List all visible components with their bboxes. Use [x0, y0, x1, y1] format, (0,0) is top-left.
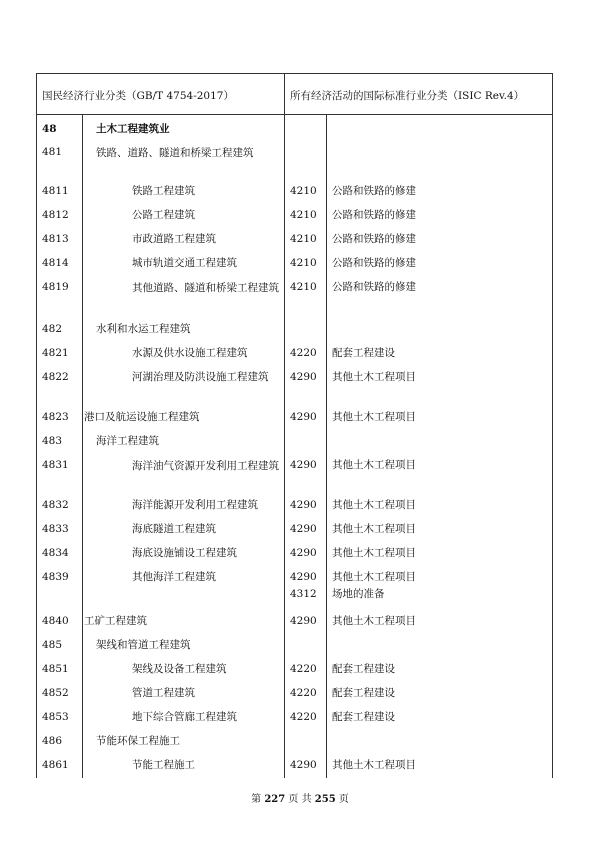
row-code: 4834 [42, 547, 69, 559]
row-isic-code: 4290 [290, 411, 317, 423]
row-name: 海底设施铺设工程建筑 [132, 547, 237, 559]
row-name: 市政道路工程建筑 [132, 233, 216, 245]
row-isic-code: 4220 [290, 711, 317, 723]
row-code: 4853 [42, 711, 69, 723]
row-name: 工矿工程建筑 [84, 615, 147, 627]
row-name: 其他海洋工程建筑 [132, 571, 216, 583]
row-isic-code: 4290 [290, 499, 317, 511]
row-isic-name: 其他土木工程项目 [332, 523, 416, 535]
row-name: 土木工程建筑业 [96, 123, 170, 135]
row-isic-code: 4312 [290, 588, 317, 600]
footer-prefix: 第 [251, 794, 262, 805]
row-isic-name: 公路和铁路的修建 [332, 233, 416, 245]
row-isic-name: 公路和铁路的修建 [332, 281, 416, 293]
row-isic-code: 4210 [290, 185, 317, 197]
row-code: 4831 [42, 459, 69, 471]
row-isic-code: 4290 [290, 571, 317, 583]
row-name: 水源及供水设施工程建筑 [132, 347, 248, 359]
row-code: 4819 [42, 281, 69, 293]
row-name: 海洋油气资源开发利用工程建筑 [132, 460, 279, 472]
row-isic-name: 配套工程建设 [332, 663, 395, 675]
table-left-border [36, 73, 37, 778]
row-isic-code: 4210 [290, 209, 317, 221]
table-top-border [36, 73, 552, 74]
row-code: 482 [42, 323, 63, 335]
row-isic-code: 4290 [290, 459, 317, 471]
row-isic-name: 其他土木工程项目 [332, 571, 416, 583]
footer-mid: 页 共 [288, 794, 312, 805]
table-right-border [552, 73, 553, 778]
row-isic-name: 公路和铁路的修建 [332, 257, 416, 269]
row-isic-code: 4210 [290, 281, 317, 293]
row-isic-code: 4220 [290, 663, 317, 675]
row-code: 4832 [42, 499, 69, 511]
column-divider-code-left [82, 114, 83, 778]
row-name: 架线和管道工程建筑 [96, 639, 191, 651]
row-isic-code: 4220 [290, 687, 317, 699]
row-code: 48 [42, 123, 57, 135]
row-isic-name: 其他土木工程项目 [332, 615, 416, 627]
row-isic-name: 其他土木工程项目 [332, 759, 416, 771]
row-code: 486 [42, 735, 63, 747]
row-code: 485 [42, 639, 63, 651]
row-code: 4813 [42, 233, 69, 245]
row-isic-code: 4210 [290, 233, 317, 245]
row-isic-name: 其他土木工程项目 [332, 547, 416, 559]
footer-suffix: 页 [338, 794, 349, 805]
page-footer [0, 790, 600, 805]
row-code: 4840 [42, 615, 69, 627]
column-divider-main [284, 73, 285, 778]
row-code: 483 [42, 435, 63, 447]
row-isic-name: 配套工程建设 [332, 687, 395, 699]
row-name: 架线及设备工程建筑 [132, 663, 227, 675]
row-isic-code: 4290 [290, 523, 317, 535]
row-name: 节能环保工程施工 [96, 735, 180, 747]
row-code: 4812 [42, 209, 69, 221]
header-right-title: 所有经济活动的国际标准行业分类（ISIC Rev.4） [290, 90, 525, 102]
row-isic-name: 场地的准备 [332, 588, 385, 600]
row-isic-name: 配套工程建设 [332, 711, 395, 723]
row-name: 海洋工程建筑 [96, 435, 159, 447]
row-name: 地下综合管廊工程建筑 [132, 711, 237, 723]
row-name: 城市轨道交通工程建筑 [132, 257, 237, 269]
row-name: 铁路工程建筑 [132, 185, 195, 197]
row-isic-name: 其他土木工程项目 [332, 499, 416, 511]
row-isic-name: 公路和铁路的修建 [332, 209, 416, 221]
row-isic-code: 4290 [290, 615, 317, 627]
footer-total-pages: 255 [314, 794, 336, 805]
row-name: 管道工程建筑 [132, 687, 195, 699]
row-name: 公路工程建筑 [132, 209, 195, 221]
row-code: 4822 [42, 371, 69, 383]
row-name: 河湖治理及防洪设施工程建筑 [132, 371, 269, 383]
row-code: 4814 [42, 257, 69, 269]
row-isic-name: 其他土木工程项目 [332, 411, 416, 423]
row-isic-code: 4210 [290, 257, 317, 269]
row-code: 4811 [42, 185, 69, 197]
row-name: 海底隧道工程建筑 [132, 523, 216, 535]
row-isic-code: 4290 [290, 759, 317, 771]
header-bottom-border [36, 114, 552, 115]
row-code: 4851 [42, 663, 69, 675]
row-code: 4821 [42, 347, 69, 359]
column-divider-isic-code [326, 114, 327, 778]
row-name: 港口及航运设施工程建筑 [84, 411, 200, 423]
row-code: 481 [42, 146, 63, 158]
row-name: 水利和水运工程建筑 [96, 323, 191, 335]
row-name: 其他道路、隧道和桥梁工程建筑 [132, 282, 279, 294]
row-isic-name: 公路和铁路的修建 [332, 185, 416, 197]
row-isic-name: 其他土木工程项目 [332, 459, 416, 471]
row-isic-code: 4290 [290, 547, 317, 559]
row-isic-code: 4290 [290, 371, 317, 383]
row-code: 4852 [42, 687, 69, 699]
row-code: 4833 [42, 523, 69, 535]
row-code: 4839 [42, 571, 69, 583]
row-isic-name: 其他土木工程项目 [332, 371, 416, 383]
row-isic-code: 4220 [290, 347, 317, 359]
row-code: 4823 [42, 411, 69, 423]
footer-page-number: 227 [264, 794, 286, 805]
row-name: 铁路、道路、隧道和桥梁工程建筑 [96, 147, 254, 159]
header-left-title: 国民经济行业分类（GB/T 4754-2017） [42, 90, 234, 102]
row-isic-name: 配套工程建设 [332, 347, 395, 359]
row-code: 4861 [42, 759, 69, 771]
row-name: 海洋能源开发利用工程建筑 [132, 499, 258, 511]
row-name: 节能工程施工 [132, 759, 195, 771]
